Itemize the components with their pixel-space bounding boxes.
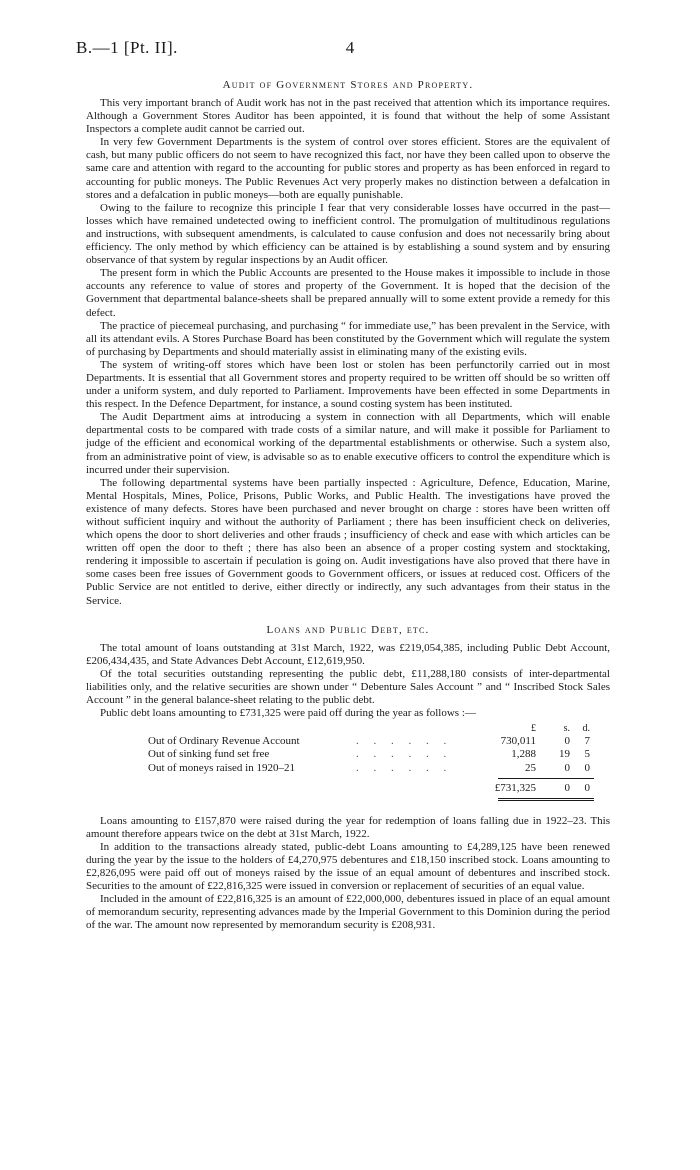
table-row: [148, 748, 594, 761]
dot-leader: . . . . . .: [356, 735, 453, 748]
table-header-row: [148, 722, 594, 735]
total-pounds: £731,325: [494, 781, 536, 794]
section-heading-audit-stores: Audit of Government Stores and Property.: [222, 79, 474, 91]
paragraph: The present form in which the Public Accounts are presented to the House makes it impossible to include in those accounts any reference to value of stores and property of the Government. It is hoped that the decision of the Government that departmental balance-sheets shall be prepared annually will to some extent provide a remedy for this defect.: [86, 267, 610, 319]
row-pence: 7: [584, 735, 590, 748]
section-heading-loans-public-debt: Loans and Public Debt, etc.: [266, 623, 430, 636]
column-header-pounds: £: [531, 723, 536, 735]
paragraphs-after-table: [86, 815, 610, 933]
table-row: [148, 735, 594, 748]
document-reference: B.—1 [Pt. II].: [76, 38, 178, 57]
row-pounds: 730,011: [500, 735, 536, 748]
table-intro: Public debt loans amounting to £731,325 were paid off during the year as follows :—: [100, 707, 476, 720]
row-pence: 5: [584, 748, 590, 761]
row-shillings: 0: [564, 761, 570, 774]
row-description: Out of sinking fund set free: [148, 748, 270, 761]
paragraph: Owing to the failure to recognize this principle I fear that very considerable losses have occurred in the past—losses which have remained undetected owing to inefficient control. The promulgation of multitudinous regulations and instructions, with subsequent amendments, is calculated to cause confusion and does not necessarily bring about efficiency. The only method by which efficiency can be attained is by establishing a sound system and by ensuring observance of that system by regular inspections by an Audit officer.: [86, 201, 610, 267]
column-header-pence: d.: [582, 723, 590, 735]
paragraph: In very few Government Departments is the system of control over stores efficient. Stores are the equivalent of cash, but many public officers do not seem to have recognized this fact, nor have they been called upon to observe the same care and attention with regard to the accounting for public stores and property as has been enforced in regard to accounting for public moneys. The Public Revenues Act very properly makes no distinction between a defalcation in stores and a defalcation in public moneys—both are equally punishable.: [86, 136, 610, 201]
table-total-row: [148, 782, 594, 796]
row-description: Out of moneys raised in 1920–21: [148, 761, 295, 774]
paragraph: Loans amounting to £157,870 were raised during the year for redemption of loans falling due in 1922–23. This amount therefore appears twice on the debt at 31st March, 1922.: [86, 814, 610, 840]
row-shillings: 0: [564, 735, 570, 748]
row-shillings: 19: [559, 748, 570, 761]
total-pence: 0: [584, 781, 590, 794]
dot-leader: . . . . . .: [356, 748, 453, 761]
page-number: 4: [345, 38, 355, 57]
column-header-shillings: s.: [563, 723, 570, 735]
row-pounds: 25: [525, 761, 536, 774]
dot-leader: . . . . . .: [356, 761, 453, 774]
paragraph: The practice of piecemeal purchasing, and purchasing “ for immediate use,” has been prevalent in the Service, with all its attendant evils. A Stores Purchase Board has been constituted by the Government which will regulate the system of purchasing by Departments and should materially assist in eliminating many of the existing evils.: [86, 319, 610, 358]
double-rule: [498, 798, 594, 801]
row-pounds: 1,288: [511, 748, 536, 761]
paragraph: Included in the amount of £22,816,325 is an amount of £22,000,000, debentures issued in place of an equal amount of memorandum security, representing advances made by the Imperial Government to this Dominion during the period of the war. The amount now represented by memorandum security is £208,931.: [86, 893, 610, 932]
total-rule: [498, 778, 594, 779]
row-pence: 0: [584, 761, 590, 774]
table-row: [148, 762, 594, 775]
paragraph: The following departmental systems have been partially inspected : Agriculture, Defence, Education, Marine, Mental Hospitals, Mines, Police, Prisons, Public Works, and Public Health. The investigations have proved the existence of many defects. Stores have been purchased and never brought on charge : stores have been written off without sufficient inquiry and without the authority of Parliament ; there has been insufficient check on deliveries, which opens the door to short deliveries and other frauds ; insufficiency of check and ease with which articles can be written off open the door to theft ; there has also been an absence of a proper costing system and stocktaking, rendering it impossible to ascertain if peculation is going on. Audit investigations have also proved that there have in some cases been free issues of Government goods to Government officers, or issues at reduced cost. Officers of the Public Service are not entitled to derive, either directly or indirectly, any such advantages from their status in the Service.: [86, 476, 610, 607]
paragraph: The Audit Department aims at introducing a system in connection with all Departments, which will enable departmental costs to be compared with trade costs of a similar nature, and will make it possible for Parliament to judge of the efficient and economical working of the departmental establishments or otherwise. Such a system also, from an administrative point of view, is advisable so as to enable executive officers to control the expenditure which is incurred under their supervision.: [86, 411, 610, 476]
page-header: [76, 38, 624, 62]
loans-paid-off-table: [148, 722, 594, 800]
total-shillings: 0: [564, 781, 570, 794]
paragraph: In addition to the transactions already stated, public-debt Loans amounting to £4,289,125 have been renewed during the year by the issue to the holders of £4,270,975 debentures and £18,150 inscribed stock. Loans amounting to £2,826,095 were paid off out of moneys raised by the issue of an equal amount of debentures and inscribed stock. Securities to the amount of £22,816,325 were issued in conversion or replacement of securities of an equal value.: [86, 840, 610, 893]
page-content: [86, 79, 610, 932]
paragraph: The system of writing-off stores which have been lost or stolen has been perfunctorily carried out in most Departments. It is essential that all Government stores and property required to be written off should be so written off under a uniform system, and duly reported to Parliament. Improvements have been effected in some Departments in this respect. In the Defence Department, for instance, a sound costing system has been instituted.: [86, 358, 610, 411]
paragraph: This very important branch of Audit work has not in the past received that attention which its importance requires. Although a Government Stores Auditor has been appointed, it is found that without the help of some Assistant Inspectors a complete audit cannot be carried out.: [86, 97, 610, 136]
row-description: Out of Ordinary Revenue Account: [148, 735, 300, 748]
paragraph: Of the total securities outstanding representing the public debt, £11,288,180 consists of inter-departmental liabilities only, and the relative securities are shown under “ Debenture Sales Account ” and “ Inscribed Stock Sales Account ” in the general balance-sheet relating to the public debt.: [86, 667, 610, 707]
paragraph: The total amount of loans outstanding at 31st March, 1922, was £219,054,385, including Public Debt Account, £206,434,435, and State Advances Debt Account, £12,619,950.: [86, 641, 610, 667]
